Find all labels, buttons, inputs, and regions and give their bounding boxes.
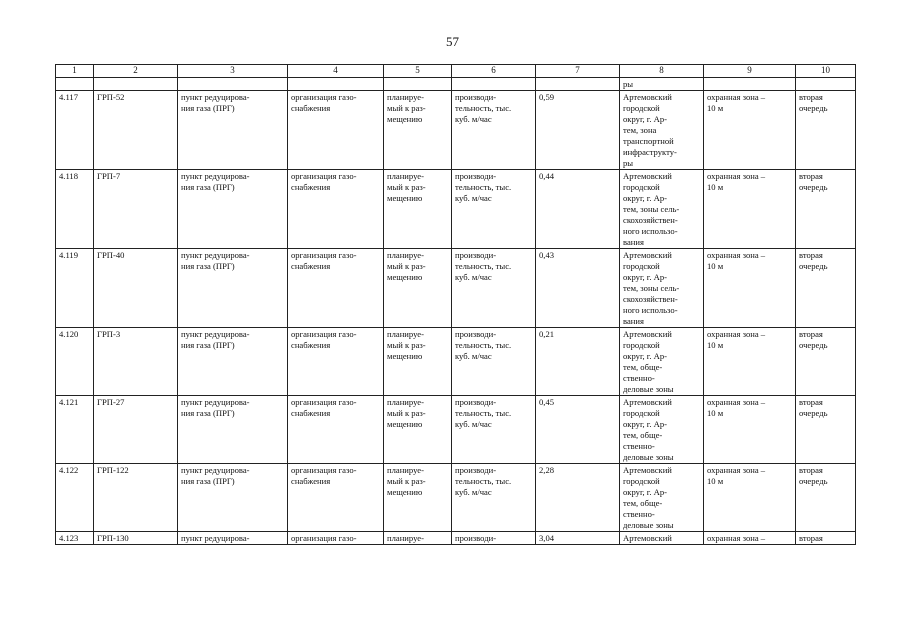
protection-zone: охранная зона – 10 м [704, 91, 796, 170]
parameter: производи- тельность, тыс. куб. м/час [452, 91, 536, 170]
protection-zone: охранная зона – 10 м [704, 249, 796, 328]
parameter: производи- тельность, тыс. куб. м/час [452, 328, 536, 396]
organization: организация газо- снабжения [288, 464, 384, 532]
location: Артемовский городской округ, г. Ар- тем, зоны сель- скохозяйствен- ного использо- вания [620, 249, 704, 328]
protection-zone: охранная зона – 10 м [704, 396, 796, 464]
status: планируе- [384, 532, 452, 545]
stage: вторая [796, 532, 856, 545]
column-number: 4 [288, 65, 384, 78]
status: планируе- мый к раз- мещению [384, 328, 452, 396]
parameter-value: 2,28 [536, 464, 620, 532]
parameter: производи- тельность, тыс. куб. м/час [452, 464, 536, 532]
row-number: 4.119 [56, 249, 94, 328]
column-number: 6 [452, 65, 536, 78]
column-number: 1 [56, 65, 94, 78]
continuation-row [56, 78, 856, 91]
protection-zone: охранная зона – 10 м [704, 328, 796, 396]
parameter: производи- [452, 532, 536, 545]
stage: вторая очередь [796, 396, 856, 464]
stage: вторая очередь [796, 464, 856, 532]
continuation-text: ры [620, 78, 704, 91]
row-number: 4.123 [56, 532, 94, 545]
parameter-value: 0,59 [536, 91, 620, 170]
object-code: ГРП-40 [94, 249, 178, 328]
objects-table [55, 64, 856, 545]
object-name: пункт редуцирова- ния газа (ПРГ) [178, 249, 288, 328]
column-number: 9 [704, 65, 796, 78]
parameter-value: 0,44 [536, 170, 620, 249]
column-number: 7 [536, 65, 620, 78]
column-number-row [56, 65, 856, 78]
parameter: производи- тельность, тыс. куб. м/час [452, 396, 536, 464]
location: Артемовский городской округ, г. Ар- тем, обще- ственно- деловые зоны [620, 396, 704, 464]
object-name: пункт редуцирова- ния газа (ПРГ) [178, 170, 288, 249]
stage: вторая очередь [796, 91, 856, 170]
protection-zone: охранная зона – [704, 532, 796, 545]
location: Артемовский городской округ, г. Ар- тем, обще- ственно- деловые зоны [620, 328, 704, 396]
object-code: ГРП-3 [94, 328, 178, 396]
status: планируе- мый к раз- мещению [384, 249, 452, 328]
object-name: пункт редуцирова- ния газа (ПРГ) [178, 396, 288, 464]
organization: организация газо- снабжения [288, 91, 384, 170]
row-number: 4.120 [56, 328, 94, 396]
column-number: 5 [384, 65, 452, 78]
object-code: ГРП-7 [94, 170, 178, 249]
location: Артемовский [620, 532, 704, 545]
object-code: ГРП-122 [94, 464, 178, 532]
table-row [56, 464, 856, 532]
row-number: 4.122 [56, 464, 94, 532]
object-code: ГРП-27 [94, 396, 178, 464]
organization: организация газо- снабжения [288, 249, 384, 328]
table-row [56, 532, 856, 545]
column-number: 10 [796, 65, 856, 78]
stage: вторая очередь [796, 328, 856, 396]
location: Артемовский городской округ, г. Ар- тем, зоны сель- скохозяйствен- ного использо- вания [620, 170, 704, 249]
table-row [56, 396, 856, 464]
parameter: производи- тельность, тыс. куб. м/час [452, 170, 536, 249]
status: планируе- мый к раз- мещению [384, 464, 452, 532]
row-number: 4.117 [56, 91, 94, 170]
protection-zone: охранная зона – 10 м [704, 464, 796, 532]
parameter-value: 0,45 [536, 396, 620, 464]
object-code: ГРП-130 [94, 532, 178, 545]
object-code: ГРП-52 [94, 91, 178, 170]
location: Артемовский городской округ, г. Ар- тем, зона транспортной инфраструкту- ры [620, 91, 704, 170]
parameter-value: 0,43 [536, 249, 620, 328]
column-number: 2 [94, 65, 178, 78]
status: планируе- мый к раз- мещению [384, 170, 452, 249]
object-name: пункт редуцирова- ния газа (ПРГ) [178, 91, 288, 170]
object-name: пункт редуцирова- ния газа (ПРГ) [178, 464, 288, 532]
row-number: 4.121 [56, 396, 94, 464]
table-row [56, 170, 856, 249]
table-row [56, 91, 856, 170]
table-row [56, 328, 856, 396]
object-name: пункт редуцирова- [178, 532, 288, 545]
stage: вторая очередь [796, 170, 856, 249]
stage: вторая очередь [796, 249, 856, 328]
column-number: 8 [620, 65, 704, 78]
row-number: 4.118 [56, 170, 94, 249]
parameter-value: 3,04 [536, 532, 620, 545]
page-number: 57 [446, 34, 459, 49]
status: планируе- мый к раз- мещению [384, 91, 452, 170]
parameter: производи- тельность, тыс. куб. м/час [452, 249, 536, 328]
location: Артемовский городской округ, г. Ар- тем, обще- ственно- деловые зоны [620, 464, 704, 532]
organization: организация газо- [288, 532, 384, 545]
parameter-value: 0,21 [536, 328, 620, 396]
column-number: 3 [178, 65, 288, 78]
organization: организация газо- снабжения [288, 170, 384, 249]
organization: организация газо- снабжения [288, 396, 384, 464]
protection-zone: охранная зона – 10 м [704, 170, 796, 249]
organization: организация газо- снабжения [288, 328, 384, 396]
table-row [56, 249, 856, 328]
object-name: пункт редуцирова- ния газа (ПРГ) [178, 328, 288, 396]
status: планируе- мый к раз- мещению [384, 396, 452, 464]
